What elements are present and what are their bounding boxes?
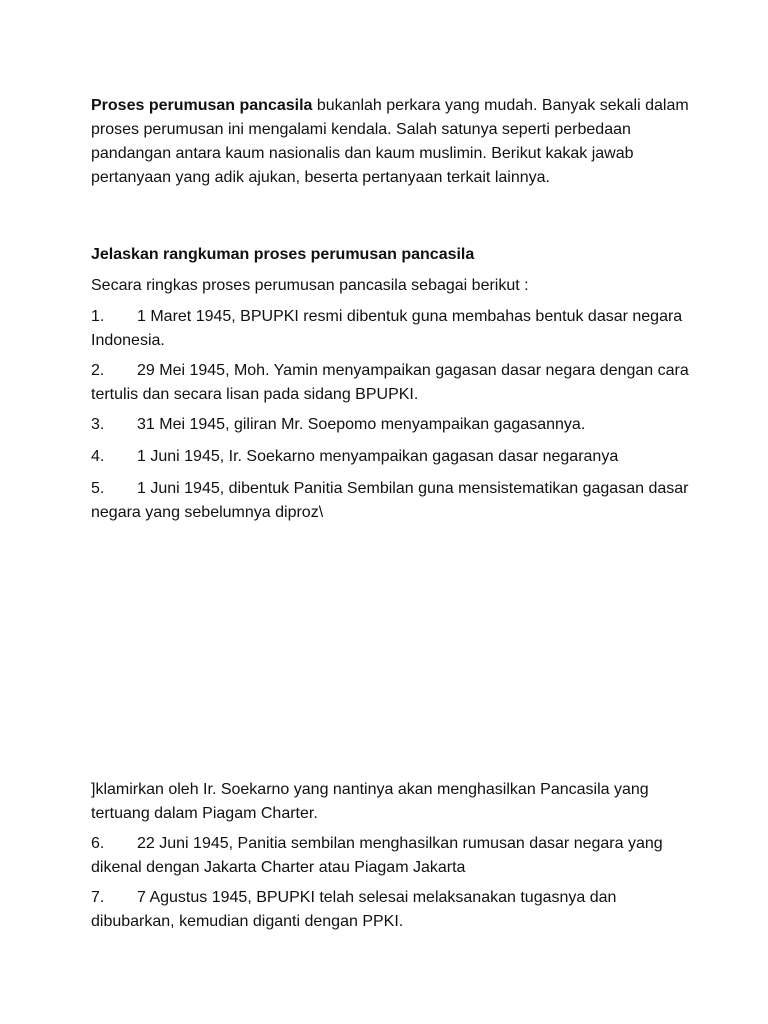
list-item-text: 7 Agustus 1945, BPUPKI telah selesai melaksanakan tugasnya dan dibubarkan, kemudian diganti dengan PPKI. (91, 889, 617, 930)
list-item (91, 413, 691, 437)
list-item-number: 7. (91, 889, 105, 906)
list-item-number: 3. (91, 416, 105, 433)
list-item-text: 1 Juni 1945, dibentuk Panitia Sembilan guna mensistematikan gagasan dasar negara yang sebelumnya diproz\ (91, 480, 689, 521)
list-item-text: 29 Mei 1945, Moh. Yamin menyampaikan gagasan dasar negara dengan cara tertulis dan secara lisan pada sidang BPUPKI. (91, 362, 689, 403)
list-item (91, 832, 691, 880)
list-item-number: 6. (91, 835, 105, 852)
list-item (91, 359, 691, 407)
list-item-text: 1 Juni 1945, Ir. Soekarno menyampaikan gagasan dasar negaranya (137, 448, 619, 465)
section-heading: Jelaskan rangkuman proses perumusan pancasila (91, 246, 475, 263)
list-item-number: 4. (91, 448, 105, 465)
list-item-text: 1 Maret 1945, BPUPKI resmi dibentuk guna membahas bentuk dasar negara Indonesia. (91, 308, 683, 349)
intro-text: bukanlah perkara yang mudah. Banyak sekali dalam proses perumusan ini mengalami kendala. Salah satunya seperti perbedaan pandangan antara kaum nasionalis dan kaum muslimin. Berikut kakak jawab pertanyaan yang adik ajukan, beserta pertanyaan terkait lainnya. (91, 97, 689, 186)
list-item (91, 445, 691, 469)
intro-paragraph (91, 94, 691, 190)
list-item (91, 886, 691, 934)
intro-bold-phrase: Proses perumusan pancasila (91, 97, 313, 114)
list-item-number: 2. (91, 362, 105, 379)
list-item (91, 305, 691, 353)
list-item-text: 31 Mei 1945, giliran Mr. Soepomo menyampaikan gagasannya. (137, 416, 586, 433)
continuation-paragraph: ]klamirkan oleh Ir. Soekarno yang nantinya akan menghasilkan Pancasila yang tertuang dalam Piagam Charter. (91, 781, 649, 822)
list-item-number: 1. (91, 308, 105, 325)
list-item-number: 5. (91, 480, 105, 497)
lead-sentence: Secara ringkas proses perumusan pancasila sebagai berikut : (91, 277, 529, 294)
list-item (91, 477, 691, 525)
list-item-text: 22 Juni 1945, Panitia sembilan menghasilkan rumusan dasar negara yang dikenal dengan Jakarta Charter atau Piagam Jakarta (91, 835, 663, 876)
